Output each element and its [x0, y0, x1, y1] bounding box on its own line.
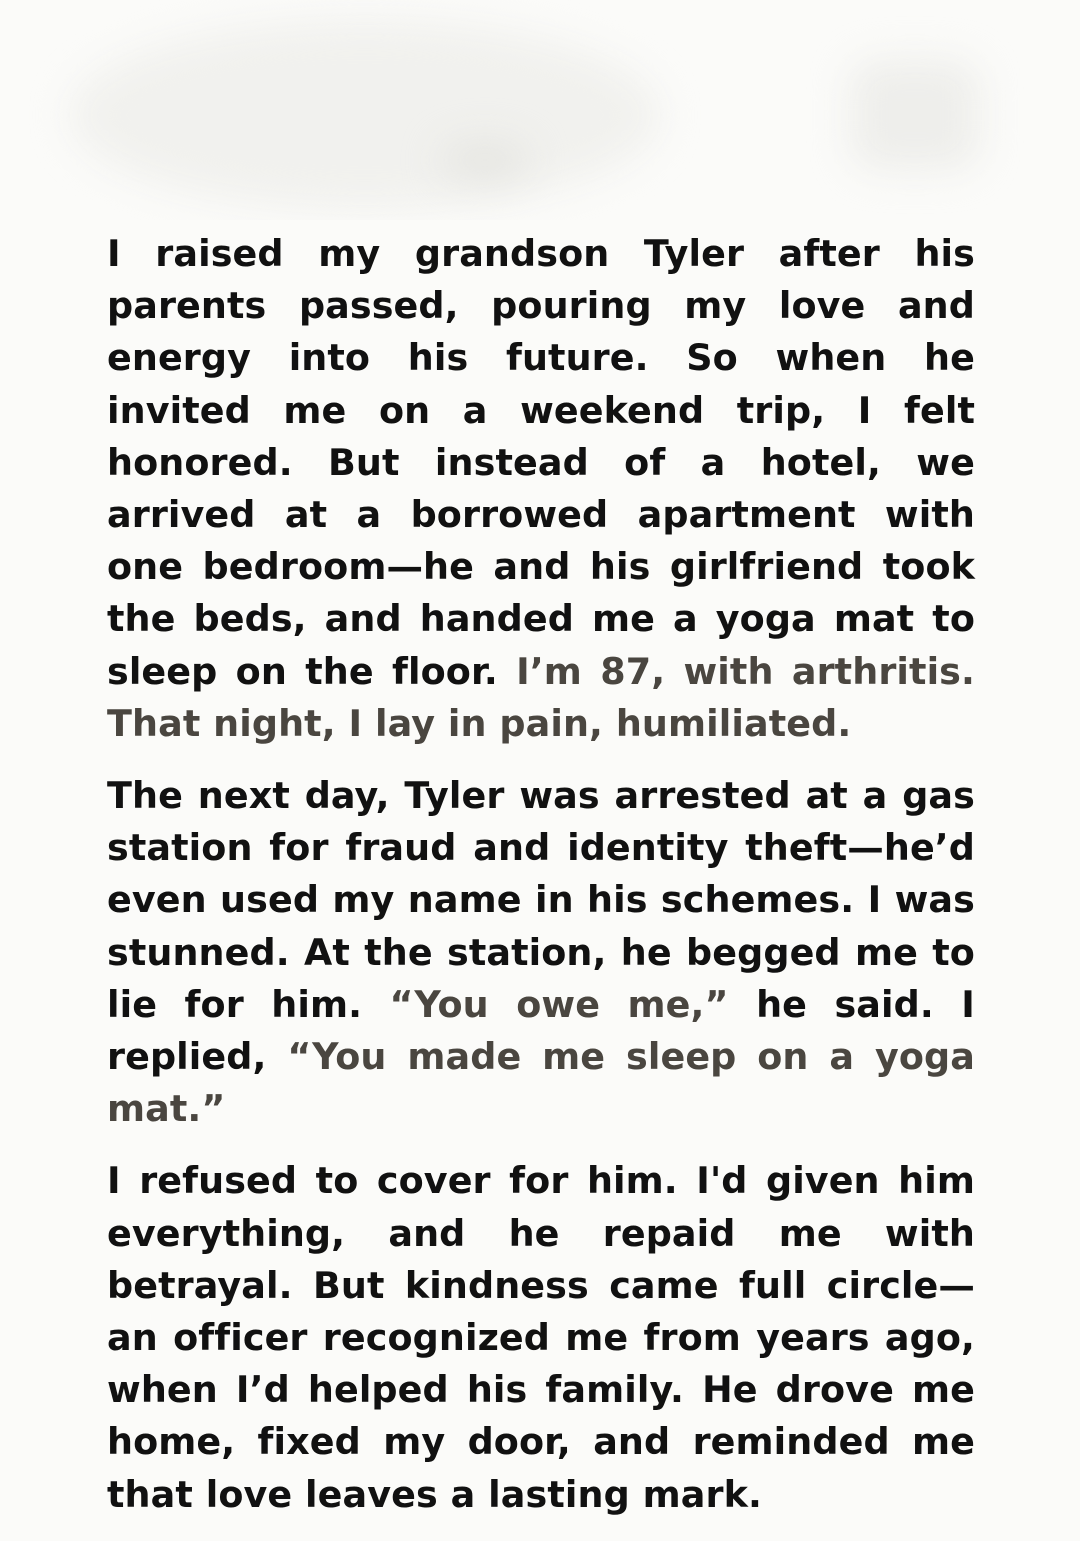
blurred-header-image — [0, 0, 1080, 220]
paragraph-2-quote-2: “You made me sleep on a yoga mat.” — [107, 1035, 975, 1131]
blurred-shape — [850, 60, 980, 170]
paragraph-3 — [107, 1155, 975, 1520]
blurred-shape — [70, 20, 660, 210]
paragraph-2-quote-1: “You owe me,” — [389, 982, 729, 1026]
paragraph-2 — [107, 770, 975, 1135]
story-text — [107, 228, 975, 1541]
paragraph-3-main: I refused to cover for him. I'd given him everything, and he repaid me with betrayal. But kindness came full circle—an officer recognized me from years ago, when I’d helped his family. He drove me home, fixed my door, and reminded me that love leaves a lasting mark. — [107, 1159, 975, 1516]
paragraph-1-main: I raised my grandson Tyler after his parents passed, pouring my love and energy into his future. So when he invited me on a weekend trip, I felt honored. But instead of a hotel, we arrived at a borrowed apartment with one bedroom—he and his girlfriend took the beds, and handed me a yoga mat to sleep on the floor. — [107, 232, 975, 693]
blurred-shape — [440, 140, 530, 180]
paragraph-1-highlight: I’m 87, with arthritis. That night, I lay in pain, humiliated. — [107, 649, 975, 745]
paragraph-1 — [107, 228, 975, 750]
paragraph-2-main-2: he said. I replied, — [107, 982, 975, 1079]
paragraph-2-main: The next day, Tyler was arrested at a gas station for fraud and identity theft—he’d even used my name in his schemes. I was stunned. At the station, he begged me to lie for him. — [107, 774, 975, 1026]
